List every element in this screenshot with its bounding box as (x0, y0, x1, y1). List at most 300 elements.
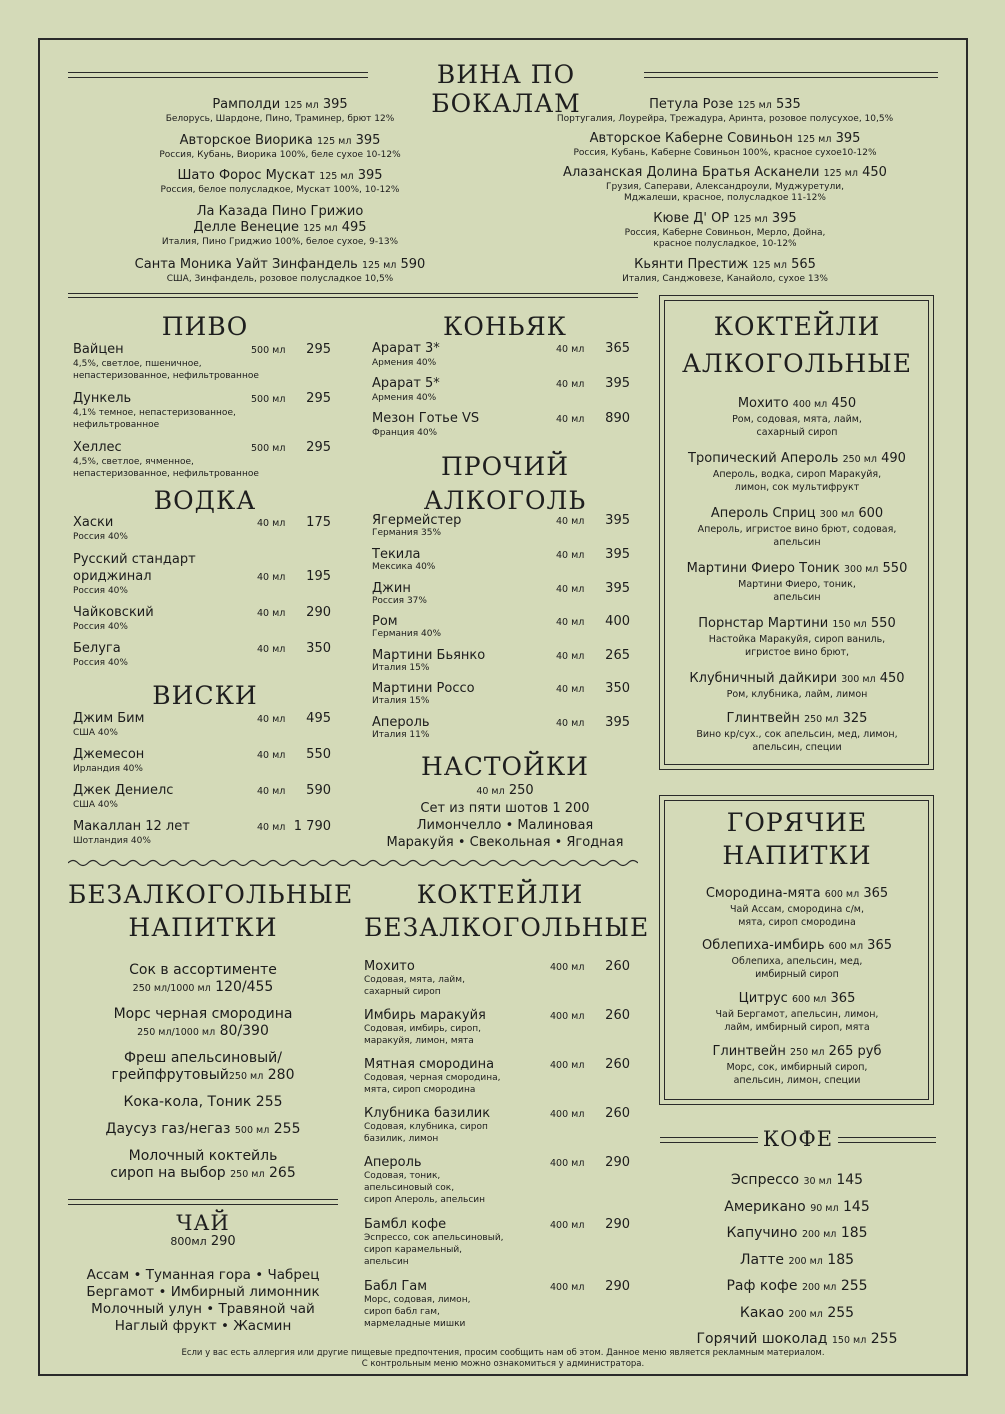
cocktail-item (662, 451, 932, 494)
item-name: Тропический Апероль (688, 451, 839, 466)
item-volume: 400 мл (550, 1282, 585, 1293)
item-volume: 250 мл/1000 мл (137, 1027, 216, 1038)
item-volume: 600 мл (828, 941, 864, 952)
item-name: Смородина-мята (705, 886, 821, 901)
item-name: Апероль (372, 715, 430, 730)
soft-item (68, 1094, 338, 1121)
item-price: 395 (605, 376, 630, 391)
item-desc: Мартини Фиеро, тоник, (738, 579, 856, 590)
item-desc: Содовая, клубника, сироп (364, 1122, 488, 1132)
item-name: Джемесон (73, 747, 145, 762)
divider (660, 1142, 758, 1143)
item-name: Морс черная смородина (113, 1006, 293, 1022)
cocktails-title-line1: КОКТЕЙЛИ (713, 312, 881, 341)
item-desc: Армения 40% (372, 358, 437, 368)
wine-volume: 125 мл (733, 214, 768, 225)
wine-name: Алазанская Долина Братья Асканели (563, 165, 820, 180)
item-name: Мартини Бьянко (372, 648, 486, 663)
item-desc: мята, сироп смородина (364, 1085, 476, 1095)
item-volume: 400 мл (550, 1158, 585, 1169)
item-volume: 40 мл (556, 617, 585, 628)
item-price: 290 (605, 1217, 630, 1232)
item-price: 395 (605, 581, 630, 596)
item-desc: непастеризованное, нефильтрованное (73, 371, 259, 381)
item-price: 400 (605, 614, 630, 629)
item-price: 195 (306, 569, 331, 584)
soft-item (68, 1006, 338, 1050)
wine-name: Шато Форос Мускат (177, 168, 316, 183)
item-desc: Ром, клубника, лайм, лимон (726, 689, 868, 700)
item-desc: сироп карамельный, (364, 1245, 463, 1255)
wine-name: Санта Моника Уайт Зинфандель (134, 257, 358, 272)
wine-volume: 125 мл (284, 100, 319, 111)
item-volume: 40 мл (556, 718, 585, 729)
item-price: 120/455 (215, 979, 274, 995)
wine-item (80, 97, 480, 125)
item-name: Мохито (364, 959, 415, 974)
soft-title (68, 878, 354, 944)
item-price: 450 (879, 671, 905, 686)
wine-name: Ла Казада Пино Грижио (196, 204, 364, 219)
item-name: Хеллес (73, 440, 122, 455)
item-price: 550 (306, 747, 331, 762)
item-volume: 400 мл (550, 1060, 585, 1071)
item-desc: апельсин, лимон, специи (733, 1075, 861, 1086)
item-desc: нефильтрованное (73, 420, 160, 430)
item-volume: 40 мл (257, 644, 286, 655)
wine-item (515, 131, 935, 159)
item-name: Джек Дениелс (73, 783, 174, 798)
wine-item (80, 257, 480, 285)
item-desc: Шотландия 40% (73, 836, 151, 846)
item-desc: 4,5%, светлое, ячменное, (73, 457, 194, 467)
item-desc: апельсин (364, 1257, 409, 1267)
wine-price: 395 (357, 168, 383, 183)
tea-varieties: Бергамот • Имбирный лимонник (86, 1284, 320, 1300)
item-price: 185 (840, 1225, 868, 1241)
item-volume: 30 мл (803, 1176, 832, 1187)
item-name: Эспрессо (730, 1172, 800, 1188)
wine-price: 590 (400, 257, 426, 272)
wine-title: ВИНА ПО БОКАЛАМ (431, 60, 581, 118)
tea-varieties: Молочный улун • Травяной чай (91, 1301, 315, 1317)
nonalc-title-line1: КОКТЕЙЛИ (416, 880, 584, 909)
item-name: Клубничный дайкири (689, 671, 838, 686)
item-desc: Франция 40% (372, 428, 438, 438)
cocktail-item (662, 396, 932, 439)
item-name: Мохито (737, 396, 789, 411)
soft-item (68, 962, 338, 1006)
hot-title-line1: ГОРЯЧИЕ (726, 808, 868, 837)
item-price: 890 (605, 411, 630, 426)
item-name: Ром (372, 614, 398, 629)
item-volume: 400 мл (550, 1220, 585, 1231)
divider (644, 77, 938, 78)
item-volume: 40 мл (257, 786, 286, 797)
item-name: Белуга (73, 641, 121, 656)
wine-volume: 125 мл (361, 260, 397, 271)
item-desc: сахарный сироп (756, 427, 838, 438)
wine-price: 535 (776, 97, 801, 112)
soft-title-line1: БЕЗАЛКОГОЛЬНЫЕ (68, 880, 354, 909)
item-price: 255 (840, 1278, 868, 1294)
wine-desc: Португалия, Лоурейра, Трежадура, Аринта, розовое полусухое, 10,5% (556, 114, 894, 124)
item-desc: Вино кр/сух., сок апельсин, мед, лимон, (696, 729, 898, 740)
item-name: Джим Бим (73, 711, 145, 726)
item-desc: маракуйя, лимон, мята (364, 1036, 474, 1046)
item-price: 265 (269, 1165, 296, 1181)
item-desc: сахарный сироп (364, 987, 441, 997)
tinctures-volume: 40 мл (476, 786, 505, 797)
item-price: 550 (870, 616, 896, 631)
tea-title: ЧАЙ (176, 1211, 230, 1235)
beer-title: ПИВО (161, 312, 249, 341)
item-price: 295 (306, 342, 331, 357)
item-desc: Германия 40% (372, 629, 442, 639)
tinctures-set: Сет из пяти шотов 1 200 (420, 801, 590, 816)
item-name: Имбирь маракуйя (364, 1008, 486, 1023)
item-desc: Содовая, мята, лайм, (364, 975, 465, 985)
item-volume: 250 мл (842, 454, 877, 465)
wine-item (515, 257, 935, 285)
item-name: Фреш апельсиновый/ (124, 1050, 282, 1066)
wine-volume: 125 мл (737, 100, 772, 111)
tea-list (62, 1267, 344, 1335)
wine-desc: Белорусь, Шардоне, Пино, Траминер, брют 12% (165, 114, 395, 124)
item-price: 145 (836, 1172, 864, 1188)
cocktail-item (662, 671, 932, 701)
item-volume: 200 мл (801, 1282, 837, 1293)
wine-price: 565 (791, 257, 816, 272)
item-desc: Италия 15% (372, 663, 430, 673)
item-volume: 40 мл (257, 714, 286, 725)
item-desc: игристое вино брют, (744, 647, 850, 658)
nonalc-title-line2: БЕЗАЛКОГОЛЬНЫЕ (364, 913, 650, 942)
tea-volume: 800мл (170, 1235, 207, 1248)
wavy-divider (68, 858, 638, 868)
item-name: Раф кофе (726, 1278, 798, 1294)
item-volume: 40 мл (556, 684, 585, 695)
divider (68, 293, 638, 294)
wine-volume: 125 мл (319, 171, 354, 182)
item-price: 255 (827, 1304, 855, 1321)
item-desc: Чай Бергамот, апельсин, лимон, (715, 1009, 879, 1020)
cocktails-title-line2: АЛКОГОЛЬНЫЕ (681, 349, 913, 378)
hot-title-line2: НАПИТКИ (722, 841, 872, 870)
soft-item (68, 1121, 338, 1148)
item-price: 290 (605, 1279, 630, 1294)
item-price: 255 (255, 1094, 283, 1110)
item-desc: апельсин (773, 592, 821, 603)
item-volume: 250 мл/1000 мл (132, 983, 211, 994)
item-volume: 500 мл (251, 394, 286, 405)
soft-title-line2: НАПИТКИ (128, 913, 278, 942)
coffee-item (662, 1274, 932, 1301)
soft-list (68, 962, 338, 1183)
item-price: 145 (843, 1198, 870, 1215)
item-name: Цитрус (738, 991, 788, 1006)
item-volume: 40 мл (556, 550, 585, 561)
item-name: Арарат 5* (372, 376, 440, 391)
item-volume: 40 мл (257, 518, 286, 529)
item-volume: 40 мл (556, 516, 585, 527)
item-price: 265 руб (828, 1044, 882, 1059)
item-price: 185 (827, 1251, 855, 1268)
hot-item (662, 1044, 932, 1087)
divider (838, 1137, 936, 1138)
item-price: 295 (306, 391, 331, 406)
item-price: 495 (306, 711, 331, 726)
item-volume: 40 мл (257, 750, 286, 761)
item-price: 260 (605, 959, 630, 974)
item-desc: Мексика 40% (372, 562, 436, 572)
wine-price: 395 (771, 211, 797, 226)
item-name: Бамбл кофе (364, 1217, 447, 1232)
item-desc: Италия 11% (372, 730, 430, 740)
item-name: Облепиха-имбирь (701, 938, 825, 953)
tea-price: 290 (210, 1234, 236, 1249)
item-volume: 40 мл (257, 572, 286, 583)
item-desc: имбирный сироп (755, 969, 839, 980)
item-desc: апельсин (773, 537, 821, 548)
wine-name: Кьянти Престиж (634, 257, 749, 272)
item-name: Русский стандарт (73, 552, 196, 567)
item-name: Мятная смородина (364, 1057, 495, 1072)
wine-name: Петула Розе (649, 97, 734, 112)
item-name: Порнстар Мартини (698, 616, 829, 631)
item-volume: 150 мл (832, 619, 867, 630)
item-desc: Апероль, водка, сироп Маракуйя, (712, 469, 882, 480)
item-name-2: грейпфрутовый (111, 1067, 229, 1083)
item-desc: США 40% (73, 800, 118, 810)
item-price: 295 (306, 440, 331, 455)
coffee-item (662, 1195, 932, 1222)
item-volume: 40 мл (257, 608, 286, 619)
wine-name: Рамполди (212, 97, 281, 112)
item-price: 395 (605, 715, 630, 730)
item-volume: 40 мл (556, 584, 585, 595)
wine-name-2: Делле Венецие (193, 220, 300, 235)
item-volume: 40 мл (556, 344, 585, 355)
item-desc: Морс, содовая, лимон, (364, 1295, 471, 1305)
item-price: 395 (605, 513, 630, 528)
item-name: Ягермейстер (372, 513, 462, 528)
item-volume: 500 мл (251, 345, 286, 356)
wine-volume: 125 мл (752, 260, 787, 271)
cocktail-item (662, 506, 932, 549)
hot-item (662, 991, 932, 1034)
item-price: 290 (605, 1155, 630, 1170)
item-name: Сок в ассортименте (129, 962, 277, 978)
item-volume: 40 мл (556, 379, 585, 390)
cocktails-title (662, 308, 932, 382)
item-price: 550 (882, 561, 908, 576)
other-title-line2: АЛКОГОЛЬ (423, 486, 587, 515)
item-desc: Облепиха, апельсин, мед, (731, 956, 863, 967)
coffee-item (662, 1168, 932, 1195)
cognac-title: КОНЬЯК (442, 312, 568, 341)
item-volume: 200 мл (788, 1255, 823, 1267)
wine-item (515, 97, 935, 125)
wine-price: 450 (862, 165, 887, 180)
item-price: 80/390 (219, 1023, 269, 1039)
wine-desc: Россия, Кубань, Каберне Совиньон 100%, красное сухое10-12% (573, 148, 877, 158)
item-volume: 300 мл (819, 509, 855, 520)
item-desc: апельсиновый сок, (364, 1183, 455, 1193)
soft-item (68, 1050, 338, 1094)
item-name: Латте (739, 1251, 784, 1268)
tinctures-price: 250 (508, 783, 534, 798)
footer-note (48, 1348, 958, 1370)
item-name: Какао (739, 1304, 785, 1321)
item-name: Мартини Россо (372, 681, 475, 696)
item-desc: сироп Апероль, апельсин (364, 1195, 486, 1205)
divider (68, 72, 368, 73)
item-desc: апельсин, специи (752, 742, 842, 753)
wine-desc: Мджалеши, красное, полусладкое 11-12% (624, 193, 826, 203)
wine-desc: Италия, Санджовезе, Канайоло, сухое 13% (622, 274, 828, 284)
item-desc: Италия 15% (372, 696, 430, 706)
item-price: 365 (830, 991, 856, 1006)
item-price: 600 (858, 506, 884, 521)
item-price: 365 (605, 341, 630, 356)
item-price: 450 (831, 396, 857, 411)
soft-item (68, 1148, 338, 1183)
coffee-item (662, 1221, 932, 1248)
item-desc: лимон, сок мультифрукт (734, 482, 860, 493)
divider (644, 72, 938, 73)
wine-price: 495 (341, 220, 367, 235)
item-name: Капучино (726, 1225, 798, 1241)
divider (68, 1199, 338, 1200)
wine-item (515, 165, 935, 204)
hot-item (662, 938, 932, 981)
item-price: 260 (605, 1008, 630, 1023)
item-volume: 250 мл (230, 1169, 265, 1180)
item-name: Кока-кола, Тоник (123, 1094, 252, 1110)
item-desc: мята, сироп смородина (738, 917, 856, 928)
wine-price: 395 (322, 97, 348, 112)
item-desc: 4,1% темное, непастеризованное, (73, 408, 236, 418)
cocktail-item (662, 616, 932, 659)
item-price: 490 (881, 451, 906, 466)
item-price: 255 (273, 1121, 301, 1137)
wine-item (515, 211, 935, 250)
item-desc: Эспрессо, сок апельсиновый, (364, 1233, 504, 1243)
hot-title (662, 806, 932, 872)
tinctures-flavors: Маракуйя • Свекольная • Ягодная (386, 835, 624, 850)
item-name-2: сироп на выбор (110, 1165, 226, 1181)
item-desc: мармеладные мишки (364, 1319, 466, 1329)
item-desc: США 40% (73, 728, 118, 738)
cocktail-item (662, 561, 932, 604)
wine-item (80, 133, 480, 161)
item-name: Бабл Гам (364, 1279, 428, 1294)
wine-price: 395 (835, 131, 861, 146)
divider (660, 1137, 758, 1138)
item-name: Даусуз газ/негаз (105, 1121, 231, 1137)
other-title-line1: ПРОЧИЙ (440, 452, 570, 481)
item-name: Мезон Готье VS (372, 411, 480, 426)
other-title (370, 450, 640, 518)
wine-desc: Россия, Кубань, Виорика 100%, беле сухое 10-12% (159, 150, 401, 160)
item-volume: 150 мл (831, 1335, 867, 1346)
nonalc-title (364, 878, 650, 944)
item-desc: Морс, сок, имбирный сироп, (726, 1062, 868, 1073)
wine-item (80, 204, 480, 248)
item-name: Апероль Сприц (710, 506, 816, 521)
wine-desc: Россия, Каберне Совиньон, Мерло, Дойна, (624, 228, 826, 238)
item-name: Чайковский (73, 605, 154, 620)
item-desc: сироп бабл гам, (364, 1307, 440, 1317)
item-desc: базилик, лимон (364, 1134, 439, 1144)
item-price: 290 (306, 605, 331, 620)
item-desc: Россия 40% (73, 658, 128, 668)
item-name: Арарат 3* (372, 341, 440, 356)
item-volume: 250 мл (790, 1047, 825, 1058)
item-volume: 40 мл (556, 651, 585, 662)
item-price: 590 (306, 783, 331, 798)
item-price: 365 (867, 938, 892, 953)
wine-volume: 125 мл (303, 223, 338, 234)
item-desc: Россия 40% (73, 622, 128, 632)
wine-desc: США, Зинфандель, розовое полусладкое 10,5% (166, 274, 394, 284)
item-desc: Германия 35% (372, 528, 442, 538)
wine-volume: 125 мл (797, 134, 832, 145)
item-volume: 500 мл (251, 443, 286, 454)
wine-desc: Грузия, Саперави, Александроули, Муджуретули, (606, 182, 844, 192)
item-volume: 600 мл (791, 994, 827, 1005)
item-price: 280 (267, 1067, 295, 1083)
wine-desc: Россия, белое полусладкое, Мускат 100%, 10-12% (160, 185, 400, 195)
item-name: Горячий шоколад (696, 1331, 828, 1347)
item-price: 350 (306, 641, 331, 656)
tea-varieties: Наглый фрукт • Жасмин (114, 1318, 292, 1334)
divider (68, 77, 368, 78)
item-volume: 300 мл (843, 564, 879, 575)
coffee-item (662, 1248, 932, 1275)
wine-volume: 125 мл (317, 136, 352, 147)
item-volume: 90 мл (810, 1202, 839, 1214)
item-price: 260 (605, 1057, 630, 1072)
footer-line: Если у вас есть аллергия или другие пищевые предпочтения, просим сообщить нам об этом. Данное меню является рекламным материалом. (181, 1348, 825, 1358)
item-volume: 40 мл (556, 414, 585, 425)
wine-volume: 125 мл (823, 168, 858, 179)
cocktail-item (662, 711, 932, 754)
item-desc: лайм, имбирный сироп, мята (724, 1022, 870, 1033)
tinctures-flavors: Лимончелло • Малиновая (416, 818, 594, 833)
item-name: Глинтвейн (712, 1044, 786, 1059)
item-desc: Настойка Маракуйя, сироп ваниль, (708, 634, 886, 645)
item-desc: Содовая, тоник, (364, 1171, 441, 1181)
tea-price-line (68, 1234, 338, 1249)
item-desc: Россия 40% (73, 532, 128, 542)
item-price: 325 (842, 711, 868, 726)
item-price: 260 (605, 1106, 630, 1121)
item-volume: 400 мл (792, 399, 828, 410)
whisky-title: ВИСКИ (152, 681, 258, 710)
footer-line: С контрольным меню можно ознакомиться у администратора. (361, 1359, 645, 1369)
item-desc: непастеризованное, нефильтрованное (73, 469, 259, 479)
item-price: 395 (605, 547, 630, 562)
item-volume: 200 мл (788, 1308, 823, 1320)
item-price: 175 (306, 515, 331, 530)
item-name: Глинтвейн (726, 711, 800, 726)
item-desc: Россия 40% (73, 586, 128, 596)
item-name: Текила (372, 547, 421, 562)
coffee-list (662, 1168, 932, 1354)
item-volume: 400 мл (550, 1109, 585, 1120)
